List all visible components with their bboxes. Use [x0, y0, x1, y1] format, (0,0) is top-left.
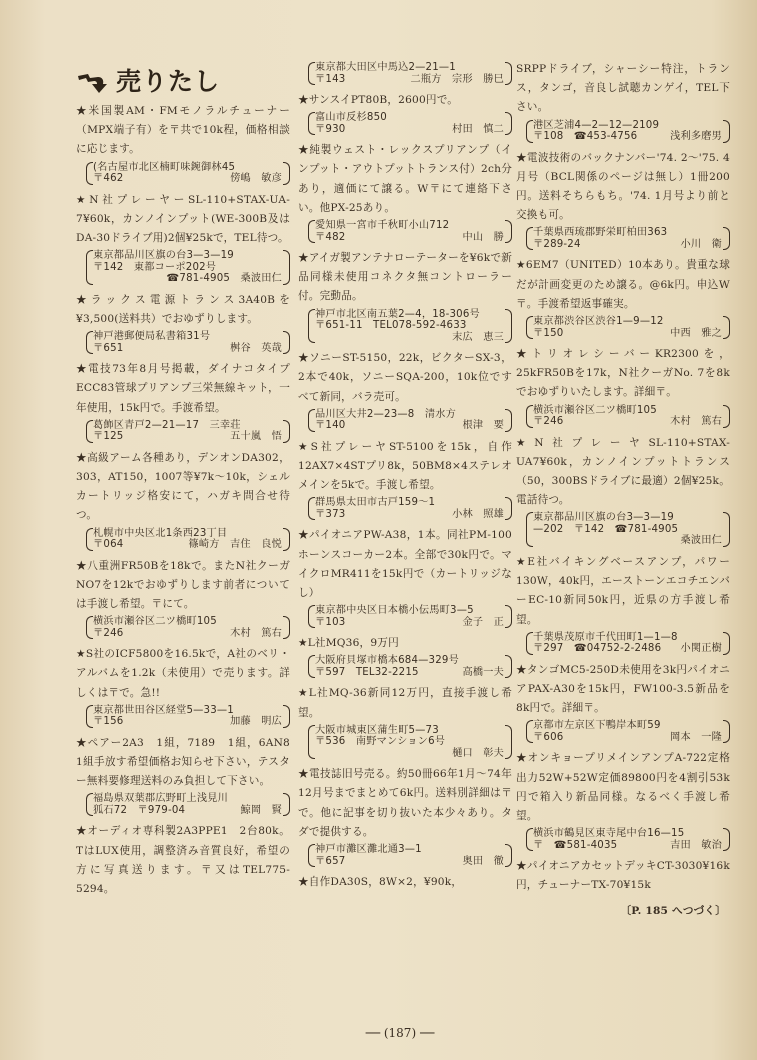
address-line: [315, 748, 504, 760]
ad-contact-address: [308, 655, 512, 678]
address-text: 横浜市鶴見区東寺尾中台16—15: [533, 828, 685, 840]
address-text: (名古屋市北区楠町味鋺御林45: [93, 161, 236, 173]
classified-ad: [76, 734, 301, 817]
ad-contact-address: [86, 616, 290, 639]
contact-name: 桝谷 英哉: [230, 342, 282, 354]
column-2: [298, 60, 512, 898]
contact-name: 中西 雅之: [670, 327, 722, 339]
address-text: 〒143: [315, 73, 346, 85]
ad-contact-address: [526, 512, 730, 547]
ad-contact-address: [526, 227, 730, 250]
address-line: [93, 793, 282, 805]
address-text: 横浜市瀬谷区二ツ橋町105: [533, 404, 657, 416]
address-line: [315, 320, 504, 332]
classified-ad: [298, 526, 512, 628]
ad-contact-address: [86, 793, 290, 816]
ad-text: ★サンスイPT80B，2600円で。: [298, 94, 459, 106]
classified-ad: [76, 191, 290, 285]
contact-name: 金子 正: [462, 616, 504, 628]
address-line: [93, 273, 282, 285]
address-text: 港区芝浦4—2—12—2109: [533, 119, 660, 131]
ad-text: ★電波技術のバックナンバー'74. 2～'75. 4月号（BCL関係のページは無し）1冊200円。送料そちらもち。'74. 1月号より前と交換も可。: [516, 151, 730, 222]
address-text: 大阪市城東区蒲生町5—73: [315, 724, 439, 736]
classified-ad: [298, 634, 512, 678]
ad-contact-address: [86, 331, 290, 354]
address-line: [533, 643, 722, 655]
address-text: 〒536 南野マンション6号: [315, 736, 446, 748]
ad-list: [298, 62, 512, 892]
address-line: [533, 535, 722, 547]
address-line: [315, 420, 504, 432]
address-text: 〒140: [315, 420, 346, 432]
address-line: [315, 509, 504, 521]
contact-name: 高橋一夫: [462, 666, 504, 678]
address-line: [93, 343, 282, 355]
address-text: 千葉県西琉郡野栄町柏田363: [533, 227, 668, 239]
contact-name: 小川 衛: [680, 238, 722, 250]
arrow-icon: [76, 70, 110, 94]
address-text: 福島県双葉郡広野町上浅見川: [93, 793, 229, 805]
ad-text: ★N社プレーヤーSL-110+STAX-UA-7¥60k，カンノインプット(WE-300B及はDA-30ドライブ用)2個¥25kで，TEL待つ。: [76, 193, 290, 245]
ad-list: [516, 60, 730, 896]
address-line: [315, 605, 504, 617]
address-line: [315, 667, 504, 679]
address-text: 愛知県一宮市千秋町小山712: [315, 220, 450, 232]
address-text: 〒297 ☎04752-2-2486: [533, 643, 662, 655]
address-line: [533, 720, 722, 732]
contact-name: 木村 篤右: [670, 416, 722, 428]
ad-text: ★ラックス電源トランス3A40Bを¥3,500(送料共）でおゆずりします。: [76, 293, 290, 325]
ad-contact-address: [86, 162, 290, 185]
address-line: [533, 524, 722, 536]
ad-text: ★6EM7（UNITED）10本あり。貴重な球だが計画変更のため譲る。@6k円。申込W〒。手渡希望返事確実。: [516, 259, 730, 310]
address-line: [93, 716, 282, 728]
address-text: 〒246: [93, 627, 124, 639]
address-line: [315, 856, 504, 868]
address-line: [315, 617, 504, 629]
address-line: [315, 62, 504, 74]
address-line: [93, 250, 282, 262]
classified-ad: [516, 60, 730, 143]
address-line: [533, 632, 722, 644]
address-line: [533, 828, 722, 840]
address-text: 〒125: [93, 431, 124, 443]
classified-ad: [298, 249, 512, 343]
classified-ad: [76, 449, 290, 551]
address-text: 東京都品川区旗の台3—3—19: [93, 250, 234, 262]
ad-text: ★L社MQ-36新同12万円，直接手渡し希望。: [298, 687, 512, 719]
address-text: 〒150: [533, 327, 564, 339]
contact-name: 傍嶋 敏彦: [230, 173, 282, 185]
address-text: 〒606: [533, 731, 564, 743]
contact-name: 桑波田仁: [680, 535, 722, 547]
address-line: [533, 512, 722, 524]
ad-text: ★高級アーム各種あり，デンオンDA302，303，AT150，1007等¥7k～10k，シェルカートリッジ格安にて，ハガキ問合せ待つ。: [76, 451, 290, 522]
address-text: 〒142 東都コーポ202号: [93, 261, 217, 273]
address-text: 〒651-11 TEL078-592-4633: [315, 320, 467, 332]
address-text: 〒064: [93, 539, 124, 551]
classified-ad: [298, 349, 512, 432]
address-line: [533, 227, 722, 239]
classified-ad: [298, 62, 512, 85]
ad-contact-address: [86, 705, 290, 728]
address-line: [315, 736, 504, 748]
classified-ad: [298, 684, 512, 759]
contact-name: 二瓶方 宗形 勝巳: [410, 73, 504, 85]
address-text: 〒930: [315, 123, 346, 135]
classified-ad: [516, 434, 730, 547]
address-text: 神戸市北区南五葉2—4，18-306号: [315, 308, 480, 320]
address-line: [93, 431, 282, 443]
ad-text: ★パイオニアPW-A38，1本。同社PM-100ホーンスコーカー2本。全部で30k円で。マイクロMR411を15k円で（カートリッジなし）: [298, 529, 512, 599]
address-line: [93, 162, 282, 174]
ad-contact-address: [86, 528, 290, 551]
ad-text: ★自作DA30S，8W×2，¥90k，: [298, 876, 463, 889]
address-text: 〒373: [315, 508, 346, 520]
classified-ad: [516, 345, 730, 428]
classified-ad: [76, 360, 290, 443]
ad-list: [76, 102, 301, 899]
ad-contact-address: [308, 844, 512, 867]
address-line: [315, 124, 504, 136]
address-line: [315, 655, 504, 667]
ad-contact-address: [526, 120, 730, 143]
ad-contact-address: [308, 112, 512, 135]
contact-name: 浅利多磨男: [670, 131, 722, 143]
continuation-note: 〔P. 185 へつづく〕: [620, 904, 726, 917]
ad-contact-address: [526, 632, 730, 655]
ad-text: ★アイガ製アンテナローテーターを¥6kで新品同様未使用コネクタ無コントローラー付。完動品。: [298, 252, 512, 303]
address-line: [93, 705, 282, 717]
address-text: 〒462: [93, 173, 124, 185]
address-line: [315, 232, 504, 244]
address-line: [533, 131, 722, 143]
address-line: [315, 497, 504, 509]
address-line: [315, 725, 504, 737]
address-text: 東京都渋谷区渋谷1—9—12: [533, 316, 664, 328]
contact-name: 根津 要: [462, 420, 504, 432]
section-heading: [76, 62, 290, 102]
address-line: [533, 316, 722, 328]
classified-ad: [76, 291, 290, 354]
classified-ad: [298, 141, 512, 243]
column-1: [76, 62, 301, 905]
ad-contact-address: [308, 725, 512, 760]
contact-name: 小関正樹: [680, 643, 722, 655]
page-number: ── (187) ──: [365, 1026, 435, 1040]
address-line: [315, 332, 504, 344]
address-text: 〒482: [315, 231, 346, 243]
ad-text: SRPPドライブ，シャーシー特注，トランス，タンゴ，音良し試聴カンゲイ，TEL下さい。: [516, 63, 730, 114]
contact-name: 村田 慎二: [452, 123, 504, 135]
contact-name: 末広 恵三: [452, 331, 504, 343]
address-text: 〒103: [315, 616, 346, 628]
ad-contact-address: [308, 409, 512, 432]
address-line: [93, 173, 282, 185]
address-line: [93, 539, 282, 551]
address-line: [315, 409, 504, 421]
ad-contact-address: [86, 250, 290, 285]
ad-contact-address: [308, 309, 512, 344]
address-text: 大阪府貝塚市橋本684—329号: [315, 655, 459, 667]
address-text: 東京都大田区中馬込2—21—1: [315, 62, 456, 73]
classified-ad: [298, 91, 512, 135]
ad-text: ★オンキョープリメインアンプA-722定格出力52W+52W定価89800円を4割引53k円で箱入り新品同様。なるべく手渡し希望。: [516, 752, 730, 822]
classified-ad: [516, 661, 730, 744]
contact-name: 岡本 一隆: [670, 731, 722, 743]
classified-ad: [76, 822, 290, 899]
ad-contact-address: [526, 828, 730, 851]
address-text: 横浜市瀬谷区二ツ橋町105: [93, 616, 217, 628]
classified-ad: [516, 749, 730, 851]
classified-ad: [298, 765, 512, 867]
address-text: —202 〒142 ☎781-4905: [533, 523, 679, 535]
address-line: [533, 239, 722, 251]
address-line: [93, 331, 282, 343]
contact-name: 中山 勝: [462, 231, 504, 243]
contact-name: ☎781-4905 桑波田仁: [166, 273, 282, 285]
ad-text: ★八重洲FR50Bを18kで。またN社クーガNO7を12kでおゆずりします前者については手渡し希望。〒にて。: [76, 559, 290, 610]
address-line: [315, 309, 504, 321]
address-line: [93, 420, 282, 432]
ad-text: ★S社プレーヤST-5100を15k，自作12AX7×4STプリ8k，50BM8×4ステレオメインを5kで。手渡し希望。: [298, 440, 512, 492]
ad-text: ★トリオレシーバーKR2300を，25kFR50Bを17k，N社クーガNo. 7を8kでおゆずりいたします。詳細〒。: [516, 348, 730, 399]
address-text: 品川区大井2—23—8 清水方: [315, 408, 456, 420]
ad-text: ★タンゴMC5-250D未使用を3k円パイオニアPAX-A30を15k円，FW100-3.5新品を8k円で。詳細〒。: [516, 663, 730, 715]
contact-name: 篠崎方 吉住 良悦: [188, 539, 282, 551]
ad-text: ★N社プレーヤSL-110+STAX-UA7¥60k，カンノインプットトランス（50，300BSドライブに最適）2個¥25k。電話待つ。: [516, 436, 730, 507]
classified-ad: [516, 553, 730, 655]
ad-text: ★L社MQ36，9万円: [298, 637, 399, 650]
contact-name: 奥田 徹: [462, 855, 504, 867]
ad-text: ★オーディオ専科製2A3PPE1 2台80k。TはLUX使用，調整済み音質良好，希望の方に写真送ります。〒又はTEL775-5294。: [76, 825, 290, 895]
ad-contact-address: [526, 720, 730, 743]
ad-contact-address: [308, 220, 512, 243]
classified-ad: [76, 645, 290, 728]
address-text: 千葉県茂原市千代田町1—1—8: [533, 631, 678, 643]
address-line: [533, 328, 722, 340]
classified-ad: [516, 857, 730, 895]
classified-ad: [76, 102, 290, 185]
address-text: 札幌市中央区北1条西23丁目: [93, 527, 228, 539]
address-line: [93, 628, 282, 640]
address-text: 狐石72 〒979-04: [93, 804, 186, 816]
contact-name: 木村 篤右: [230, 627, 282, 639]
address-line: [533, 120, 722, 132]
ad-text: ★電技誌旧号売る。約50冊66年1月～74年12月号までまとめて6k円。送料別詳細は〒で。他に記事を切り抜いた本少々あり。タダで提供する。: [298, 768, 512, 838]
address-text: 〒246: [533, 416, 564, 428]
classified-ad: [76, 557, 290, 640]
address-text: 〒289-24: [533, 238, 581, 250]
address-text: 東京都世田谷区経堂5—33—1: [93, 704, 234, 716]
address-text: 〒657: [315, 855, 346, 867]
address-text: 葛飾区青戸2—21—17 三幸荘: [93, 419, 241, 431]
address-line: [315, 220, 504, 232]
ad-text: ★米国製AM・FMモノラルチューナー（MPX端子有）を〒共で10k程，価格相談に応じます。: [76, 105, 290, 156]
address-text: 富山市反杉850: [315, 112, 387, 124]
ad-text: ★純製ウェスト・レックスプリアンプ（インプット・アウトプットトランス付）2ch分あり，適価にて譲る。W〒にて連絡下さい。他PX-25あり。: [298, 144, 512, 214]
ad-contact-address: [308, 497, 512, 520]
classified-ad: [298, 438, 512, 521]
ad-text: ★電技73年8月号掲載，ダイナコタイプECC83管球プリアンプ三栄無線キット，一年使用，15k円で。手渡希望。: [76, 363, 290, 414]
address-line: [315, 74, 504, 86]
address-line: [93, 528, 282, 540]
ad-text: ★パイオニアカセットデッキCT-3030¥16k円，チューナーTX-70¥15k: [516, 860, 730, 892]
address-line: [315, 112, 504, 124]
classified-ad: [516, 256, 730, 339]
address-text: 〒 ☎581-4035: [533, 839, 618, 851]
address-text: 東京都中央区日本橋小伝馬町3—5: [315, 605, 474, 617]
address-line: [533, 405, 722, 417]
address-text: 神戸港郵便局私書箱31号: [93, 331, 211, 343]
classified-ad: [516, 149, 730, 251]
address-text: 神戸市灘区灘北通3—1: [315, 844, 422, 856]
address-text: 〒156: [93, 716, 124, 728]
address-text: 〒108 ☎453-4756: [533, 131, 638, 143]
address-text: 〒597 TEL32-2215: [315, 666, 419, 678]
address-text: 東京都品川区旗の台3—3—19: [533, 512, 674, 524]
ad-text: ★S社のICF5800を16.5kで，A社のベリ・アルバムを1.2k（未使用）で売ります。詳しくは〒で。急!!: [76, 648, 290, 699]
contact-name: 小林 照雄: [452, 508, 504, 520]
classified-ad: [298, 873, 512, 892]
address-line: [533, 840, 722, 852]
address-line: [533, 732, 722, 744]
ad-text: ★E社バイキングベースアンプ，パワー130W，40k円，エーストーンエコチエンバーEC-10新同50k円，近県の方手渡し希望。: [516, 555, 730, 626]
contact-name: 吉田 敏治: [670, 839, 722, 851]
ad-text: ★ペアー2A3 1組，7189 1組，6AN8 1組手放す希望価格お知らせ下さい，テスター無料要修理送料のみ負担して下さい。: [76, 736, 301, 788]
address-line: [93, 616, 282, 628]
contact-name: 樋口 彰夫: [452, 747, 504, 759]
ad-contact-address: [526, 405, 730, 428]
address-text: 〒651: [93, 342, 124, 354]
address-line: [533, 416, 722, 428]
ad-contact-address: [86, 420, 290, 443]
section-title: 売りたし: [116, 67, 221, 97]
ad-text: ★ソニーST-5150，22k，ビクターSX-3，2本で40k，ソニーSQA-200，10k位ですべて新同，バラ売可。: [298, 352, 512, 403]
contact-name: 鯨岡 賢: [240, 804, 282, 816]
address-line: [315, 844, 504, 856]
address-line: [93, 805, 282, 817]
ad-contact-address: [308, 62, 512, 85]
address-text: 群馬県太田市古戸159～1: [315, 497, 436, 509]
contact-name: 加藤 明広: [230, 716, 282, 728]
ad-contact-address: [526, 316, 730, 339]
address-text: 京都市左京区下鴨岸本町59: [533, 720, 661, 732]
contact-name: 五十嵐 悟: [230, 431, 282, 443]
address-line: [93, 262, 282, 274]
column-3: [516, 60, 730, 921]
ad-contact-address: [308, 605, 512, 628]
